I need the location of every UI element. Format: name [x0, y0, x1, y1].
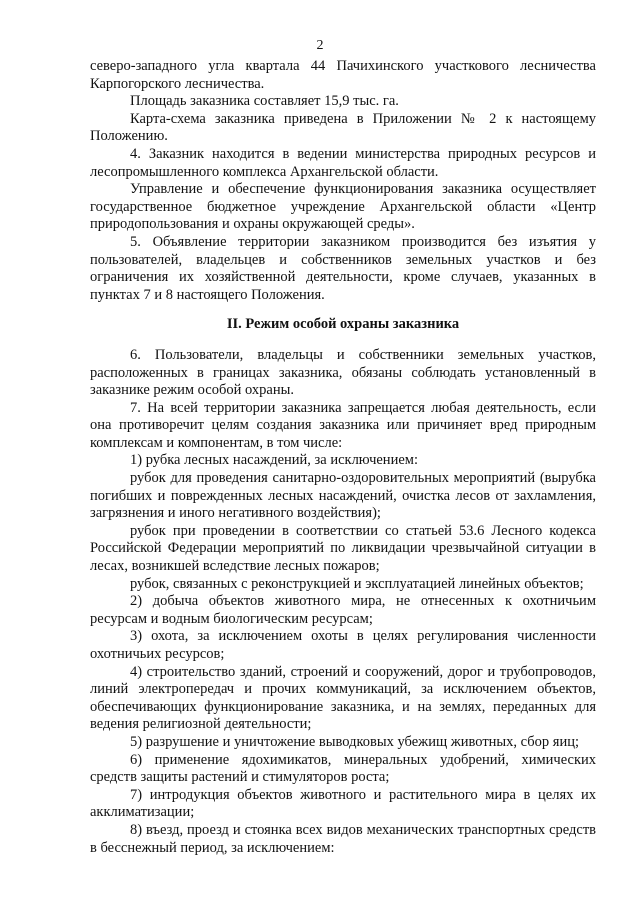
paragraph-item-4: 4. Заказник находится в ведении министерства природных ресурсов и лесопромышленного комплекса Архангельской области.	[90, 145, 596, 180]
list-item-4: 4) строительство зданий, строений и сооружений, дорог и трубопроводов, линий электропередач и прочих коммуникаций, за исключением объектов, обеспечивающих функционирование заказника, и на землях, переданных для ведения религиозной деятельности;	[90, 663, 596, 733]
list-subitem-emergency-felling: рубок при проведении в соответствии со статьей 53.6 Лесного кодекса Российской Федерации мероприятий по ликвидации чрезвычайной ситуации в лесах, возникшей вследствие лесных пожаров;	[90, 522, 596, 575]
section-heading: II. Режим особой охраны заказника	[226, 316, 460, 333]
paragraph-item-6: 6. Пользователи, владельцы и собственники земельных участков, расположенных в границах заказника, обязаны соблюдать установленный в заказнике режим особой охраны.	[90, 346, 596, 399]
paragraph-map-reference: Карта-схема заказника приведена в Приложении № 2 к настоящему Положению.	[90, 110, 596, 145]
list-item-1: 1) рубка лесных насаждений, за исключением:	[130, 452, 418, 469]
list-item-6: 6) применение ядохимикатов, минеральных удобрений, химических средств защиты растений и стимуляторов роста;	[90, 751, 596, 786]
list-subitem-linear-objects-felling: рубок, связанных с реконструкцией и эксплуатацией линейных объектов;	[130, 575, 584, 592]
paragraph-item-7: 7. На всей территории заказника запрещается любая деятельность, если она противоречит целям создания заказника или причиняет вред природным комплексам и компонентам, в том числе:	[90, 399, 596, 451]
list-item-5: 5) разрушение и уничтожение выводковых убежищ животных, сбор яиц;	[130, 733, 580, 750]
page-number: 2	[316, 38, 324, 53]
paragraph-management: Управление и обеспечение функционирования заказника осуществляет государственное бюджетное учреждение Архангельской области «Центр природопользования и охраны окружающей среды».	[90, 181, 596, 233]
list-item-7: 7) интродукция объектов животного и растительного мира в целях их акклиматизации;	[90, 786, 596, 821]
paragraph-area: Площадь заказника составляет 15,9 тыс. га.	[130, 93, 399, 110]
list-item-2: 2) добыча объектов животного мира, не отнесенных к охотничьим ресурсам и водным биологическим ресурсам;	[90, 593, 596, 627]
list-item-8: 8) въезд, проезд и стоянка всех видов механических транспортных средств в бесснежный период, за исключением:	[90, 821, 596, 856]
paragraph-continuation: северо-западного угла квартала 44 Пачихинского участкового лесничества Карпогорского лесничества.	[90, 58, 596, 92]
paragraph-item-5: 5. Объявление территории заказником производится без изъятия у пользователей, владельцев и собственников земельных участков и без ограничения их хозяйственной деятельности, кроме случаев, указанных в пунктах 7 и 8 настоящего Положения.	[90, 233, 596, 303]
list-item-3: 3) охота, за исключением охоты в целях регулирования численности охотничьих ресурсов;	[90, 628, 596, 662]
list-subitem-sanitary-felling: рубок для проведения санитарно-оздоровительных мероприятий (вырубка погибших и поврежденных лесных насаждений, очистка лесов от захламления, загрязнения и иного негативного воздействия);	[90, 470, 596, 522]
document-body	[90, 58, 596, 857]
